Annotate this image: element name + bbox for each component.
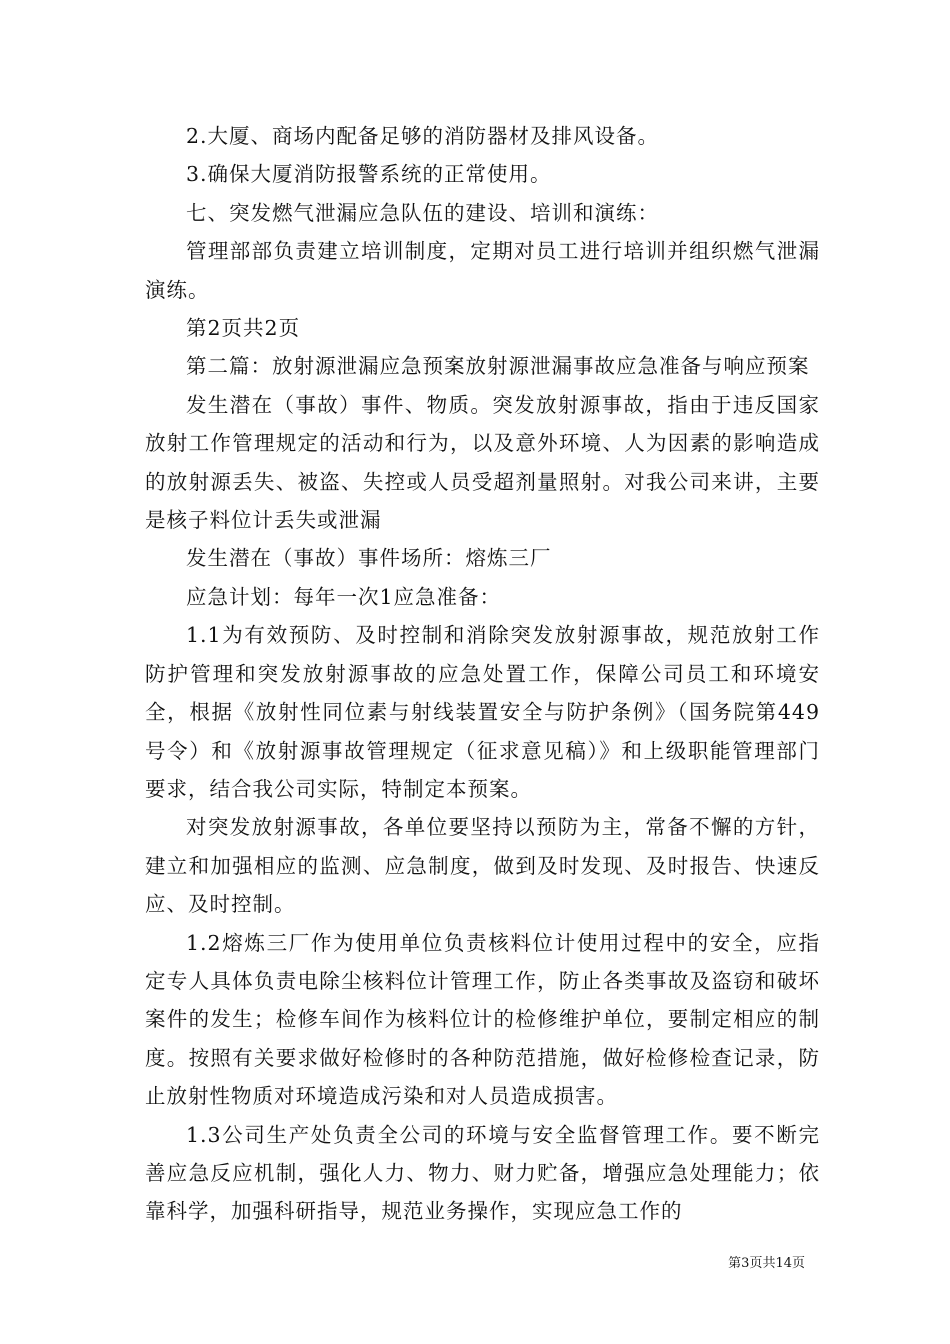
paragraph-1-1: 1.1为有效预防、及时控制和消除突发放射源事故，规范放射工作防护管理和突发放射源事故的应急处置工作，保障公司员工和环境安全，根据《放射性同位素与射线装置安全与防护条例》（国务院第449号令）和《放射源事故管理规定（征求意见稿）》和上级职能管理部门要求，结合我公司实际，特制定本预案。 <box>145 623 820 801</box>
paragraph-fire-alarm: 3.确保大厦消防报警系统的正常使用。 <box>186 162 552 187</box>
paragraph-training: 管理部部负责建立培训制度，定期对员工进行培训并组织燃气泄漏演练。 <box>145 239 820 302</box>
paragraph-fire-equipment: 2.大厦、商场内配备足够的消防器材及排风设备。 <box>186 124 660 148</box>
inline-page-number: 第2页共2页 <box>186 316 301 341</box>
page-footer: 第3页共14页 <box>728 1256 805 1271</box>
paragraph-potential-events: 发生潜在（事故）事件、物质。突发放射源事故，指由于违反国家放射工作管理规定的活动和行为，以及意外环境、人为因素的影响造成的放射源丢失、被盗、失控或人员受超剂量照射。对我公司来讲，主要是核子料位计丢失或泄漏 <box>145 392 820 533</box>
paragraph-1-3: 1.3公司生产处负责全公司的环境与安全监督管理工作。要不断完善应急反应机制，强化人力、物力、财力贮备，增强应急处理能力；依靠科学，加强科研指导，规范业务操作，实现应急工作的 <box>145 1122 820 1224</box>
section-heading-gas-leak-team: 七、突发燃气泄漏应急队伍的建设、培训和演练： <box>186 200 659 225</box>
paragraph-emergency-plan: 应急计划：每年一次1应急准备： <box>186 584 502 609</box>
chapter-heading-radiation: 第二篇：放射源泄漏应急预案放射源泄漏事故应急准备与响应预案 <box>186 354 810 379</box>
paragraph-1-2: 1.2熔炼三厂作为使用单位负责核料位计使用过程中的安全，应指定专人具体负责电除尘核料位计管理工作，防止各类事故及盗窃和破坏案件的发生；检修车间作为核料位计的检修维护单位，要制定相应的制度。按照有关要求做好检修时的各种防范措施，做好检修检查记录，防止放射性物质对环境造成污染和对人员造成损害。 <box>145 930 820 1109</box>
paragraph-event-location: 发生潜在（事故）事件场所：熔炼三厂 <box>186 546 552 571</box>
document-body <box>145 117 820 1231</box>
paragraph-prevention: 对突发放射源事故，各单位要坚持以预防为主，常备不懈的方针，建立和加强相应的监测、应急制度，做到及时发现、及时报告、快速反应、及时控制。 <box>145 815 820 917</box>
